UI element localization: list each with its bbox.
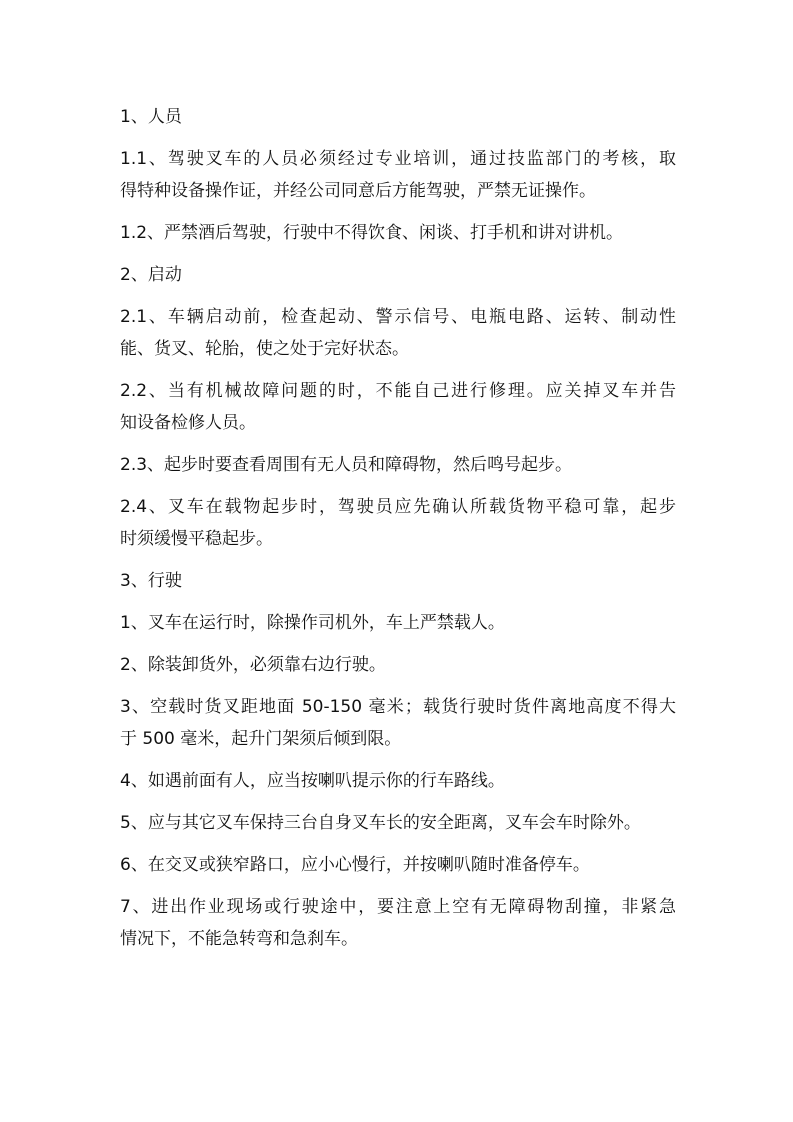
text-line: 2.1、车辆启动前，检查起动、警示信号、电瓶电路、运转、制动性: [120, 307, 676, 327]
text-line: 5、应与其它叉车保持三台自身叉车长的安全距离，叉车会车时除外。: [120, 813, 641, 833]
text-line: 6、在交叉或狭窄路口，应小心慢行，并按喇叭随时准备停车。: [120, 855, 590, 875]
text-line: 2、除装卸货外，必须靠右边行驶。: [120, 655, 386, 675]
text-line: 2.4、叉车在载物起步时，驾驶员应先确认所载货物平稳可靠，起步: [120, 497, 676, 517]
text-line: 1、人员: [120, 107, 182, 127]
text-line: 7、进出作业现场或行驶途中，要注意上空有无障碍物刮撞，非紧急: [120, 897, 676, 917]
document-body: [120, 101, 676, 955]
text-line: 知设备检修人员。: [120, 413, 256, 433]
text-line: 2.3、起步时要查看周围有无人员和障碍物，然后鸣号起步。: [120, 455, 573, 475]
text-line: 于 500 毫米，起升门架须后倾到限。: [120, 729, 402, 749]
text-line: 1.1、驾驶叉车的人员必须经过专业培训，通过技监部门的考核，取: [120, 149, 676, 169]
text-line: 3、行驶: [120, 571, 182, 591]
text-line: 2.2、当有机械故障问题的时，不能自己进行修理。应关掉叉车并告: [120, 381, 676, 401]
text-line: 1.2、严禁酒后驾驶，行驶中不得饮食、闲谈、打手机和讲对讲机。: [120, 223, 624, 243]
text-line: 情况下，不能急转弯和急刹车。: [120, 929, 358, 949]
text-line: 1、叉车在运行时，除操作司机外，车上严禁载人。: [120, 613, 505, 633]
text-line: 3、空载时货叉距地面 50-150 毫米；载货行驶时货件离地高度不得大: [120, 697, 676, 717]
text-line: 得特种设备操作证，并经公司同意后方能驾驶，严禁无证操作。: [120, 181, 596, 201]
text-line: 4、如遇前面有人，应当按喇叭提示你的行车路线。: [120, 771, 505, 791]
text-line: 能、货叉、轮胎，使之处于完好状态。: [120, 339, 409, 359]
text-line: 2、启动: [120, 265, 182, 285]
text-line: 时须缓慢平稳起步。: [120, 529, 273, 549]
